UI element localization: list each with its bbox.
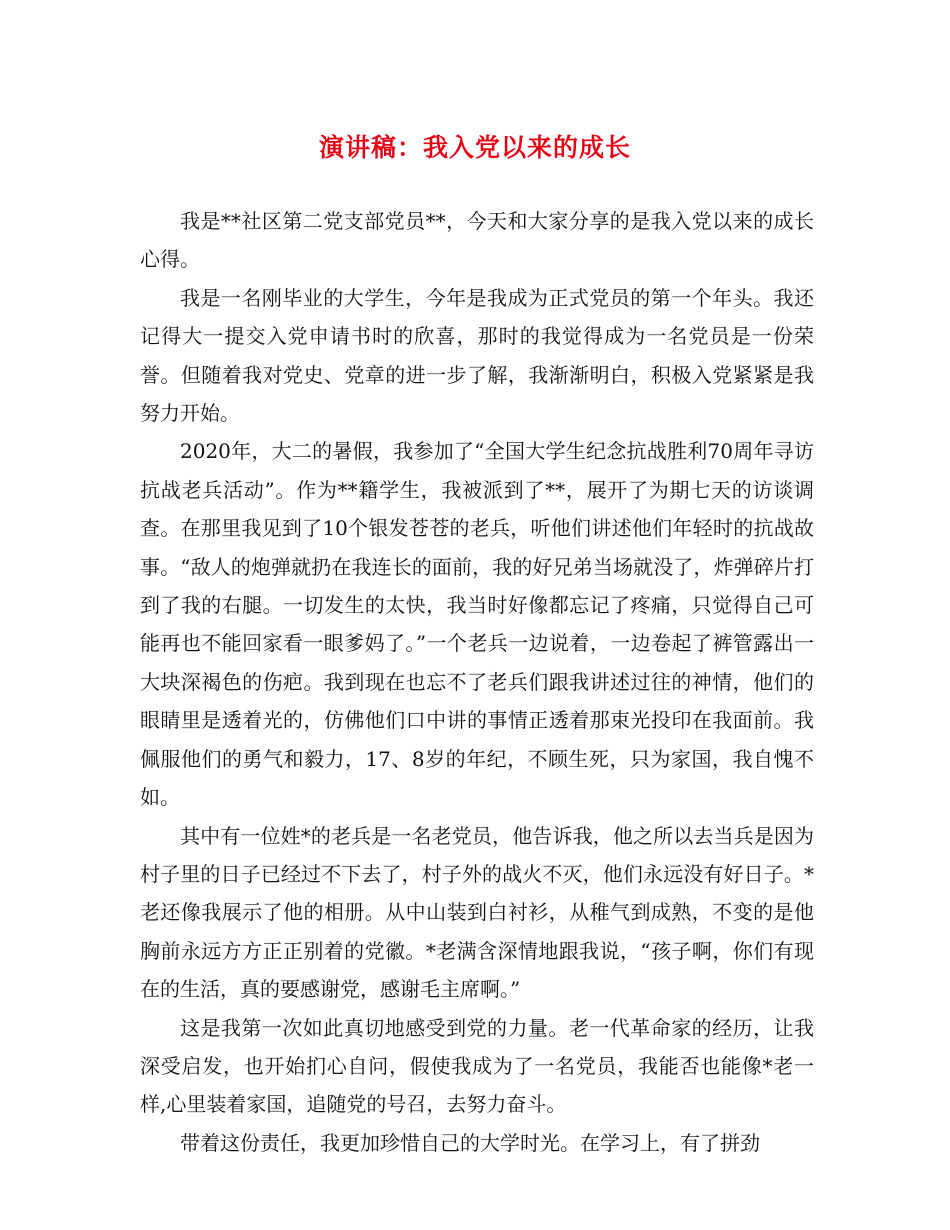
paragraph-intro: 我是**社区第二党支部党员**，今天和大家分享的是我入党以来的成长心得。: [140, 209, 814, 272]
document-body: [140, 202, 814, 1162]
paragraph-background: 我是一名刚毕业的大学生，今年是我成为正式党员的第一个年头。我还记得大一提交入党申请书时的欣喜，那时的我觉得成为一名党员是一份荣誉。但随着我对党史、党章的进一步了解，我渐渐明白，积极入党紧紧是我努力开始。: [140, 285, 814, 426]
paragraph-veteran-visit: 2020年，大二的暑假，我参加了“全国大学生纪念抗战胜利70周年寻访抗战老兵活动”。作为**籍学生，我被派到了**，展开了为期七天的访谈调查。在那里我见到了10个银发苍苍的老兵，听他们讲述他们年轻时的抗战故事。“敌人的炮弹就扔在我连长的面前，我的好兄弟当场就没了，炸弹碎片打到了我的右腿。一切发生的太快，我当时好像都忘记了疼痛，只觉得自己可能再也不能回家看一眼爹妈了。”一个老兵一边说着，一边卷起了裤管露出一大块深褐色的伤疤。我到现在也忘不了老兵们跟我讲述过往的神情，他们的眼睛里是透着光的，仿佛他们口中讲的事情正透着那束光投印在我面前。我佩服他们的勇气和毅力，17、8岁的年纪，不顾生死，只为家国，我自愧不如。: [140, 439, 814, 810]
paragraph-responsibility: 带着这份责任，我更加珍惜自己的大学时光。在学习上，有了拼劲: [180, 1130, 760, 1155]
paragraph-old-party-member: 其中有一位姓*的老兵是一名老党员，他告诉我，他之所以去当兵是因为村子里的日子已经过不下去了，村子外的战火不灭，他们永远没有好日子。*老还像我展示了他的相册。从中山装到白衬衫，从稚气到成熟，不变的是他胸前永远方方正正别着的党徽。*老满含深情地跟我说，“孩子啊，你们有现在的生活，真的要感谢党，感谢毛主席啊。”: [140, 823, 814, 1002]
document-title: 演讲稿：我入党以来的成长: [318, 133, 631, 162]
paragraph-reflection: 这是我第一次如此真切地感受到党的力量。老一代革命家的经历，让我深受启发，也开始扪心自问，假使我成为了一名党员，我能否也能像*老一样,心里装着家国，追随党的号召，去努力奋斗。: [140, 1015, 814, 1117]
